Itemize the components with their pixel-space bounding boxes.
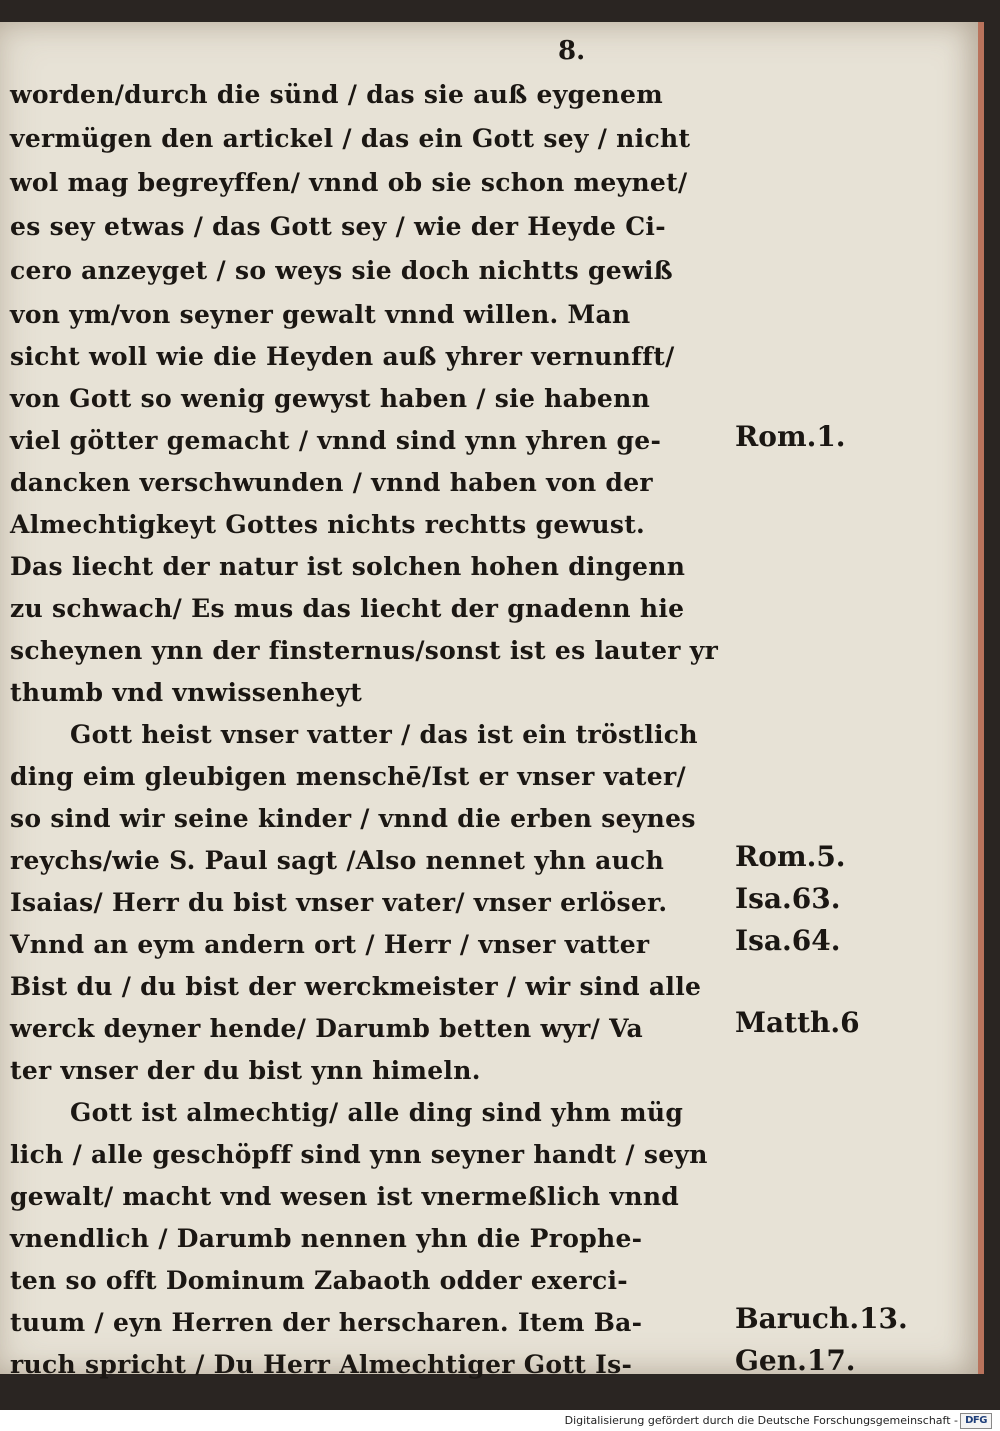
footer-bar bbox=[0, 1410, 1000, 1431]
margin-note: Rom.5. bbox=[735, 840, 846, 873]
text-line: ter vnser der du bist ynn himeln. bbox=[10, 1056, 481, 1085]
text-line: von Gott so wenig gewyst haben / sie habenn bbox=[10, 384, 651, 413]
text-line: werck deyner hende/ Darumb betten wyr/ Va bbox=[10, 1014, 643, 1043]
text-line: scheynen ynn der finsternus/sonst ist es lauter yr bbox=[10, 636, 719, 665]
text-line: gewalt/ macht vnd wesen ist vnermeßlich vnnd bbox=[10, 1182, 680, 1211]
text-line: lich / alle geschöpff sind ynn seyner handt / seyn bbox=[10, 1140, 708, 1169]
text-line: ding eim gleubigen menschē/Ist er vnser vater/ bbox=[10, 762, 686, 791]
margin-note: Rom.1. bbox=[735, 420, 846, 453]
text-line: ten so offt Dominum Zabaoth odder exerci- bbox=[10, 1266, 628, 1295]
text-line: Bist du / du bist der werckmeister / wir sind alle bbox=[10, 972, 702, 1001]
text-line: worden/durch die sünd / das sie auß eygenem bbox=[10, 80, 663, 109]
text-line: vermügen den artickel / das ein Gott sey / nicht bbox=[10, 124, 691, 153]
dfg-logo: DFG bbox=[960, 1413, 992, 1429]
margin-note: Gen.17. bbox=[735, 1344, 856, 1377]
text-line: Vnnd an eym andern ort / Herr / vnser vatter bbox=[10, 930, 650, 959]
text-line: reychs/wie S. Paul sagt /Also nennet yhn auch bbox=[10, 846, 665, 875]
text-line: Gott ist almechtig/ alle ding sind yhm müg bbox=[70, 1098, 684, 1127]
text-line: dancken verschwunden / vnnd haben von der bbox=[10, 468, 653, 497]
text-line: von ym/von seyner gewalt vnnd willen. Man bbox=[10, 300, 631, 329]
text-line: ruch spricht / Du Herr Almechtiger Gott Is- bbox=[10, 1350, 633, 1379]
text-line: Almechtigkeyt Gottes nichts rechtts gewust. bbox=[10, 510, 646, 539]
funding-credit: Digitalisierung gefördert durch die Deutsche Forschungsgemeinschaft - bbox=[564, 1414, 958, 1427]
text-line: viel götter gemacht / vnnd sind ynn yhren ge- bbox=[10, 426, 662, 455]
text-line: so sind wir seine kinder / vnnd die erben seynes bbox=[10, 804, 696, 833]
text-line: sicht woll wie die Heyden auß yhrer vernunfft/ bbox=[10, 342, 675, 371]
page-number: 8. bbox=[558, 36, 586, 66]
text-line: tuum / eyn Herren der herscharen. Item Ba- bbox=[10, 1308, 643, 1337]
margin-note: Isa.64. bbox=[735, 924, 841, 957]
text-line: cero anzeyget / so weys sie doch nichtts gewiß bbox=[10, 256, 673, 285]
margin-note: Baruch.13. bbox=[735, 1302, 908, 1335]
text-line: Das liecht der natur ist solchen hohen dingenn bbox=[10, 552, 686, 581]
book-page bbox=[0, 22, 984, 1379]
text-line: Gott heist vnser vatter / das ist ein tröstlich bbox=[70, 720, 698, 749]
margin-note: Matth.6 bbox=[735, 1006, 860, 1039]
margin-note: Isa.63. bbox=[735, 882, 841, 915]
text-line: Isaias/ Herr du bist vnser vater/ vnser erlöser. bbox=[10, 888, 668, 917]
text-line: vnendlich / Darumb nennen yhn die Prophe- bbox=[10, 1224, 643, 1253]
text-line: thumb vnd vnwissenheyt bbox=[10, 678, 363, 707]
text-line: es sey etwas / das Gott sey / wie der Heyde Ci- bbox=[10, 212, 666, 241]
text-line: zu schwach/ Es mus das liecht der gnadenn hie bbox=[10, 594, 685, 623]
text-line: wol mag begreyffen/ vnnd ob sie schon meynet/ bbox=[10, 168, 688, 197]
